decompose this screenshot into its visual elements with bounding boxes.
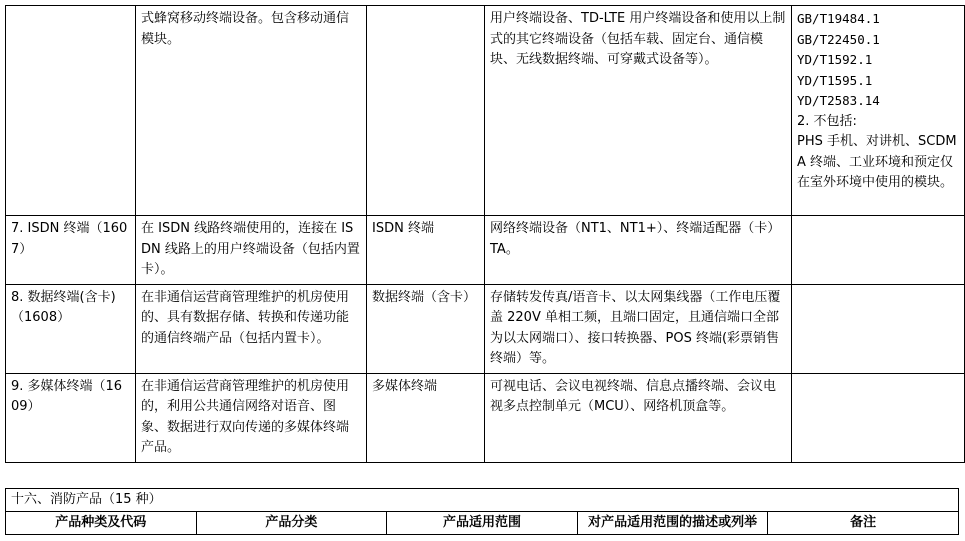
product-category-cell: 在非通信运营商管理维护的机房使用的、具有数据存储、转换和传递功能的通信终端产品（包括内置卡）。 — [136, 284, 367, 373]
header-scope-description: 对产品适用范围的描述或列举 — [577, 512, 768, 535]
product-table — [5, 5, 965, 463]
table-row — [6, 373, 965, 462]
product-scope-cell: 数据终端（含卡） — [367, 284, 485, 373]
header-product-scope: 产品适用范围 — [387, 512, 578, 535]
product-list-cell: 网络终端设备（NT1、NT1+）、终端适配器（卡）TA。 — [485, 216, 792, 285]
product-code-cell: 9. 多媒体终端（1609） — [6, 373, 136, 462]
fire-products-table — [5, 488, 959, 535]
section-title: 十六、消防产品（15 种） — [6, 489, 959, 512]
product-code-cell: 7. ISDN 终端（1607） — [6, 216, 136, 285]
table-row — [6, 6, 965, 216]
product-category-cell: 在非通信运营商管理维护的机房使用的，利用公共通信网络对语音、图象、数据进行双向传递的多媒体终端产品。 — [136, 373, 367, 462]
note-line: PHS 手机、对讲机、SCDMA 终端、工业环境和预定仅在室外环境中使用的模块。 — [797, 134, 957, 190]
note-line: GB/T19484.1 — [797, 11, 880, 26]
notes-cell — [792, 6, 965, 216]
section-title-row — [6, 489, 959, 512]
table-row — [6, 216, 965, 285]
header-product-category: 产品分类 — [196, 512, 387, 535]
note-line: YD/T2583.14 — [797, 93, 880, 108]
header-notes: 备注 — [768, 512, 959, 535]
header-product-code: 产品种类及代码 — [6, 512, 197, 535]
header-row — [6, 512, 959, 535]
note-line: YD/T1595.1 — [797, 72, 873, 88]
product-list-cell: 存储转发传真/语音卡、以太网集线器（工作电压覆盖 220V 单相工频，且端口固定，且通信端口全部为以太网端口）、接口转换器、POS 终端(彩票销售终端）等。 — [485, 284, 792, 373]
note-line: GB/T22450.1 — [797, 31, 880, 47]
product-code-cell: 8. 数据终端(含卡)（1608） — [6, 284, 136, 373]
product-list-cell: 用户终端设备、TD-LTE 用户终端设备和使用以上制式的其它终端设备（包括车载、固定台、通信模块、无线数据终端、可穿戴式设备等）。 — [485, 6, 792, 216]
product-scope-cell — [367, 6, 485, 216]
notes-cell — [792, 284, 965, 373]
product-scope-cell: ISDN 终端 — [367, 216, 485, 285]
product-list-cell: 可视电话、会议电视终端、信息点播终端、会议电视多点控制单元（MCU）、网络机顶盒等。 — [485, 373, 792, 462]
note-line: YD/T1592.1 — [797, 52, 873, 67]
notes-cell — [792, 373, 965, 462]
product-code-cell — [6, 6, 136, 216]
note-line: 2. 不包括: — [797, 113, 857, 129]
product-scope-cell: 多媒体终端 — [367, 373, 485, 462]
notes-cell — [792, 216, 965, 285]
product-category-cell: 在 ISDN 线路终端使用的，连接在 ISDN 线路上的用户终端设备（包括内置卡）。 — [136, 216, 367, 285]
product-category-cell: 式蜂窝移动终端设备。包含移动通信模块。 — [136, 6, 367, 216]
table-row — [6, 284, 965, 373]
